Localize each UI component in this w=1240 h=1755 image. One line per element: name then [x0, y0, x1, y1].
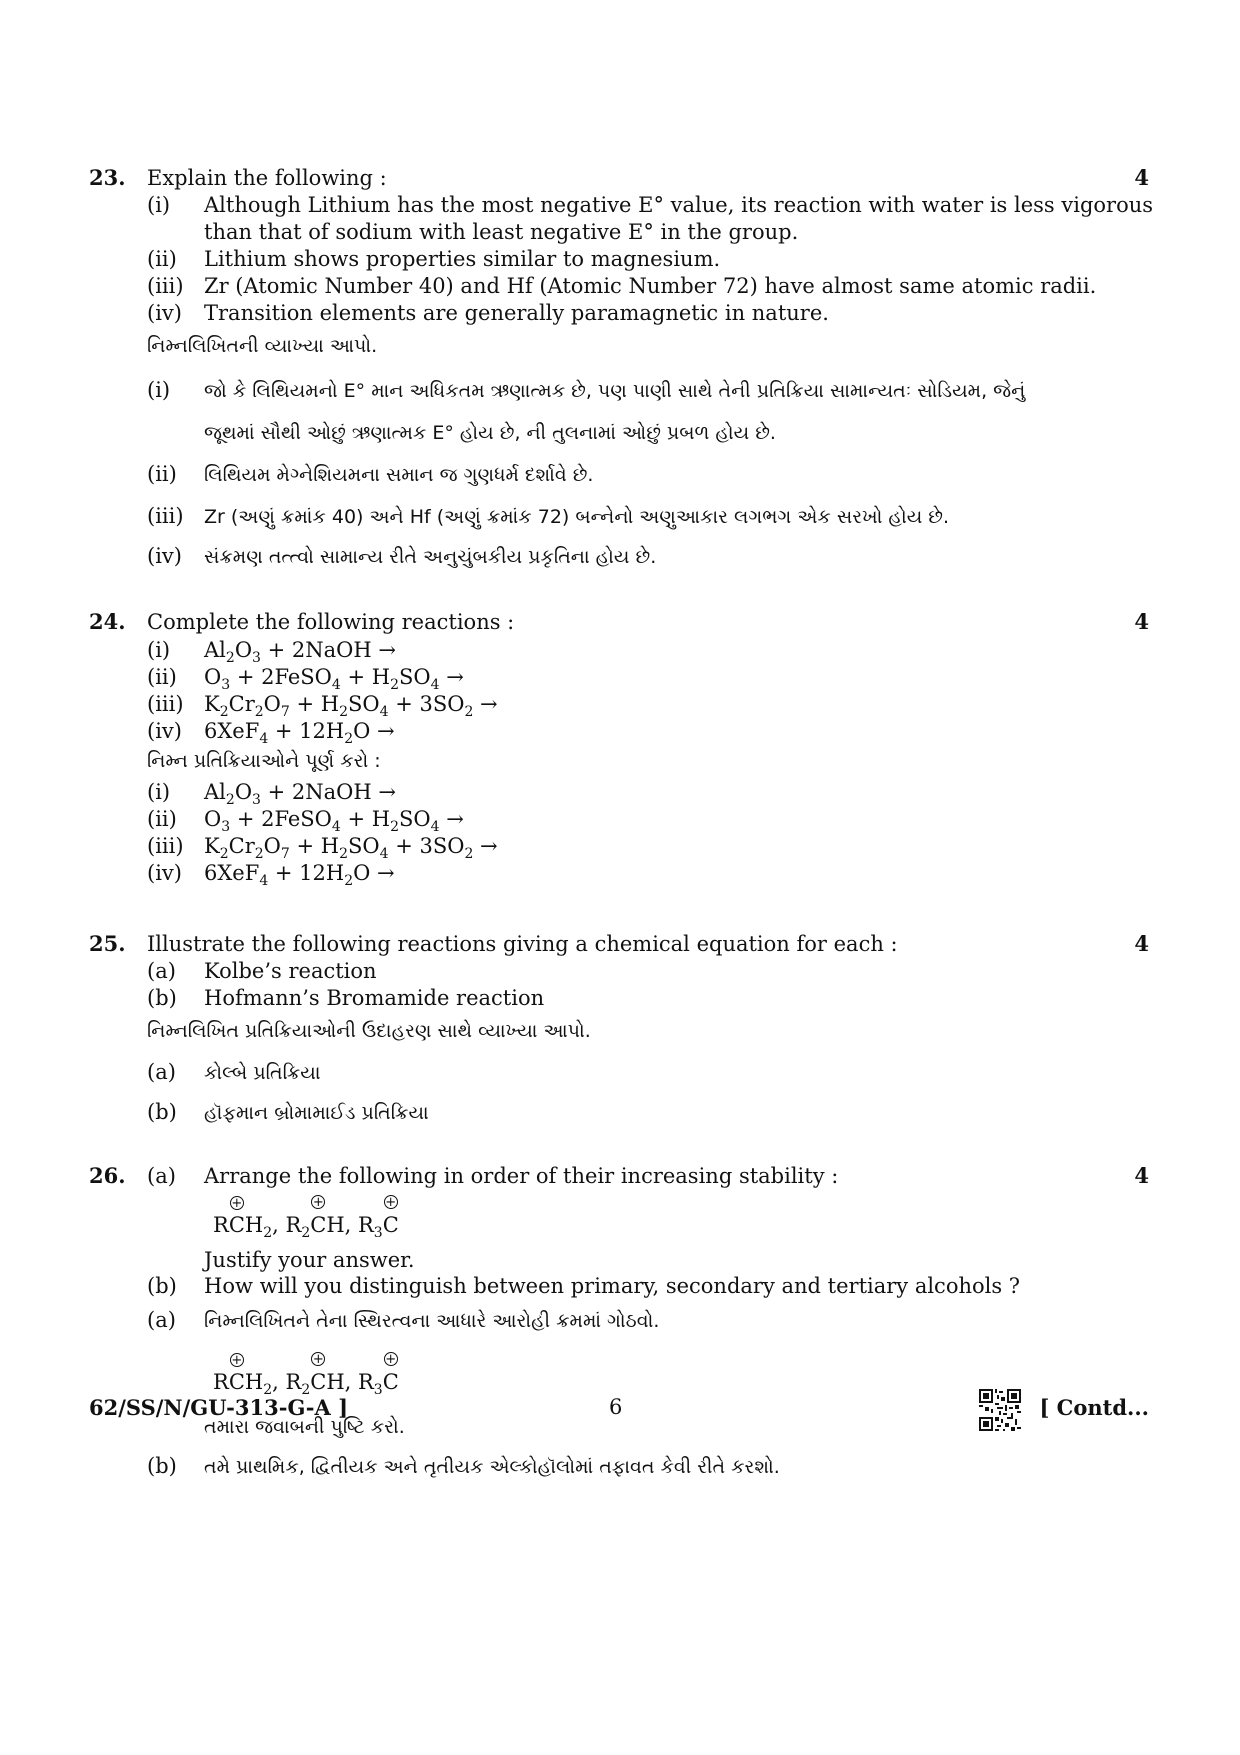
question-stem-gu: નિમ્નલિખિતની વ્યાખ્યા આપો. — [147, 335, 378, 357]
page-number: 6 — [609, 1395, 623, 1419]
marks: 4 — [1134, 609, 1149, 634]
item-text: કોલ્બે પ્રતિક્રિયા — [204, 1062, 321, 1084]
item-text: Kolbe’s reaction — [204, 959, 377, 983]
item-label: (iii) — [147, 274, 184, 298]
reaction-equation: $Al_2O_3$ + 2NaOH → — [204, 780, 396, 808]
question-stem-en: Explain the following : — [147, 166, 387, 190]
justify-en: Justify your answer. — [204, 1248, 415, 1272]
item-label: (a) — [147, 1308, 176, 1332]
item-label: (iii) — [147, 834, 184, 858]
reaction-equation: $K_2Cr_2O_7 + H_2SO_4 + 3SO_2$ → — [204, 692, 498, 720]
item-label: (ii) — [147, 247, 177, 271]
item-text: લિથિયમ મેગ્નેશિયમના સમાન જ ગુણધર્મ દર્શાવે છે. — [204, 464, 594, 486]
item-label: (ii) — [147, 807, 177, 831]
item-text: જો કે લિથિયમનો E° માન અધિકતમ ઋણાત્મક છે, પણ પાણી સાથે તેની પ્રતિક્રિયા સામાન્યતઃ સોડિયમ, જેનું — [204, 380, 1026, 402]
item-label: (iv) — [147, 719, 182, 743]
item-label: (i) — [147, 638, 171, 662]
carbocation-3: C + — [382, 1195, 399, 1237]
question-26 — [89, 1163, 1149, 1493]
question-stem-en: Illustrate the following reactions giving a chemical equation for each : — [147, 932, 898, 956]
question-number: 23. — [89, 165, 126, 190]
carbocation-3: C + — [382, 1352, 399, 1394]
positive-charge-icon: + — [231, 1196, 243, 1211]
reaction-equation: $O_3$ + 2FeSO$_4$ + $H_2SO_4$ → — [204, 807, 464, 835]
item-label: (b) — [147, 1100, 177, 1124]
reaction-equation: $Al_2O_3$ + 2NaOH → — [204, 638, 396, 666]
item-text: Transition elements are generally paramagnetic in nature. — [204, 301, 829, 325]
paper-code: 62/SS/N/GU-313-G-A ] — [89, 1395, 349, 1420]
question-23 — [89, 165, 1154, 568]
question-number: 25. — [89, 931, 126, 956]
item-label: (b) — [147, 1454, 177, 1478]
item-text: Zr (અણું ક્રમાંક 40) અને Hf (અણું ક્રમાંક 72) બન્નેનો અણુઆકાર લગભગ એક સરખો હોય છે. — [204, 506, 950, 528]
item-text: તમે પ્રાથમિક, દ્વિતીયક અને તૃતીયક એલ્કોહૉલોમાં તફાવત કેવી રીતે કરશો. — [204, 1456, 780, 1478]
page-footer — [89, 1379, 1149, 1429]
carbocation-1: RC + $H_2$ — [213, 1196, 273, 1241]
marks: 4 — [1134, 165, 1149, 190]
carbocation-2: C + — [310, 1195, 327, 1237]
reaction-equation: $K_2Cr_2O_7 + H_2SO_4 + 3SO_2$ → — [204, 834, 498, 862]
formula-line: RC + $H_2$, $R_2C$ + H, $R_3C$ + — [213, 1195, 399, 1241]
item-text: નિમ્નલિખિતને તેના સ્થિરત્વના આધારે આરોહી ક્રમમાં ગોઠવો. — [204, 1310, 660, 1332]
marks: 4 — [1134, 931, 1149, 956]
positive-charge-icon: + — [312, 1195, 324, 1210]
qr-code-icon — [979, 1389, 1021, 1431]
item-label: (a) — [147, 959, 176, 983]
formula-line: RC + $H_2$, $R_2C$ + H, $R_3C$ + — [213, 1352, 399, 1398]
item-text: Arrange the following in order of their increasing stability : — [204, 1164, 839, 1188]
item-label: (a) — [147, 1060, 176, 1084]
question-stem-gu: નિમ્નલિખિત પ્રતિક્રિયાઓની ઉદાહરણ સાથે વ્યાખ્યા આપો. — [147, 1020, 591, 1042]
continued-label: [ Contd... — [1039, 1395, 1149, 1420]
item-text: જૂથમાં સૌથી ઓછું ઋણાત્મક E° હોય છે, ની તુલનામાં ઓછું પ્રબળ હોય છે. — [204, 422, 776, 444]
question-number: 24. — [89, 609, 126, 634]
positive-charge-icon: + — [385, 1352, 397, 1367]
positive-charge-icon: + — [231, 1353, 243, 1368]
item-text: than that of sodium with least negative E° in the group. — [204, 220, 799, 244]
item-label: (iv) — [147, 544, 182, 568]
reaction-equation: $6XeF_4 + 12H_2O$ → — [204, 861, 395, 889]
item-text: How will you distinguish between primary, secondary and tertiary alcohols ? — [204, 1274, 1021, 1298]
item-label: (iii) — [147, 692, 184, 716]
question-24 — [89, 609, 1149, 899]
item-text: Although Lithium has the most negative E° value, its reaction with water is less vigorous — [204, 193, 1154, 217]
item-label: (i) — [147, 193, 171, 217]
item-label: (b) — [147, 986, 177, 1010]
marks: 4 — [1134, 1163, 1149, 1188]
positive-charge-icon: + — [385, 1195, 397, 1210]
item-text: Lithium shows properties similar to magnesium. — [204, 247, 721, 271]
item-text: સંક્રમણ તત્ત્વો સામાન્ય રીતે અનુચુંબકીય પ્રકૃતિના હોય છે. — [204, 546, 657, 568]
item-label: (i) — [147, 780, 171, 804]
item-text: હૉફમાન બ્રોમામાઈડ પ્રતિક્રિયા — [204, 1102, 429, 1124]
positive-charge-icon: + — [312, 1352, 324, 1367]
carbocation-1: RC + $H_2$ — [213, 1353, 273, 1398]
question-stem-en: Complete the following reactions : — [147, 610, 515, 634]
question-25 — [89, 931, 1149, 1131]
justify-gu: તમારા જવાબની પુષ્ટિ કરો. — [204, 1416, 405, 1438]
item-label: (b) — [147, 1274, 177, 1298]
reaction-equation: $6XeF_4 + 12H_2O$ → — [204, 719, 395, 747]
item-label: (iii) — [147, 504, 184, 528]
item-label: (a) — [147, 1164, 176, 1188]
question-number: 26. — [89, 1163, 126, 1188]
question-stem-gu: નિમ્ન પ્રતિક્રિયાઓને પૂર્ણ કરો : — [147, 750, 381, 772]
item-label: (iv) — [147, 861, 182, 885]
item-label: (i) — [147, 378, 171, 402]
item-label: (ii) — [147, 462, 177, 486]
item-label: (ii) — [147, 665, 177, 689]
carbocation-2: C + — [310, 1352, 327, 1394]
item-text: Hofmann’s Bromamide reaction — [204, 986, 545, 1010]
item-text: Zr (Atomic Number 40) and Hf (Atomic Number 72) have almost same atomic radii. — [204, 274, 1097, 298]
reaction-equation: $O_3$ + 2FeSO$_4$ + $H_2SO_4$ → — [204, 665, 464, 693]
item-label: (iv) — [147, 301, 182, 325]
